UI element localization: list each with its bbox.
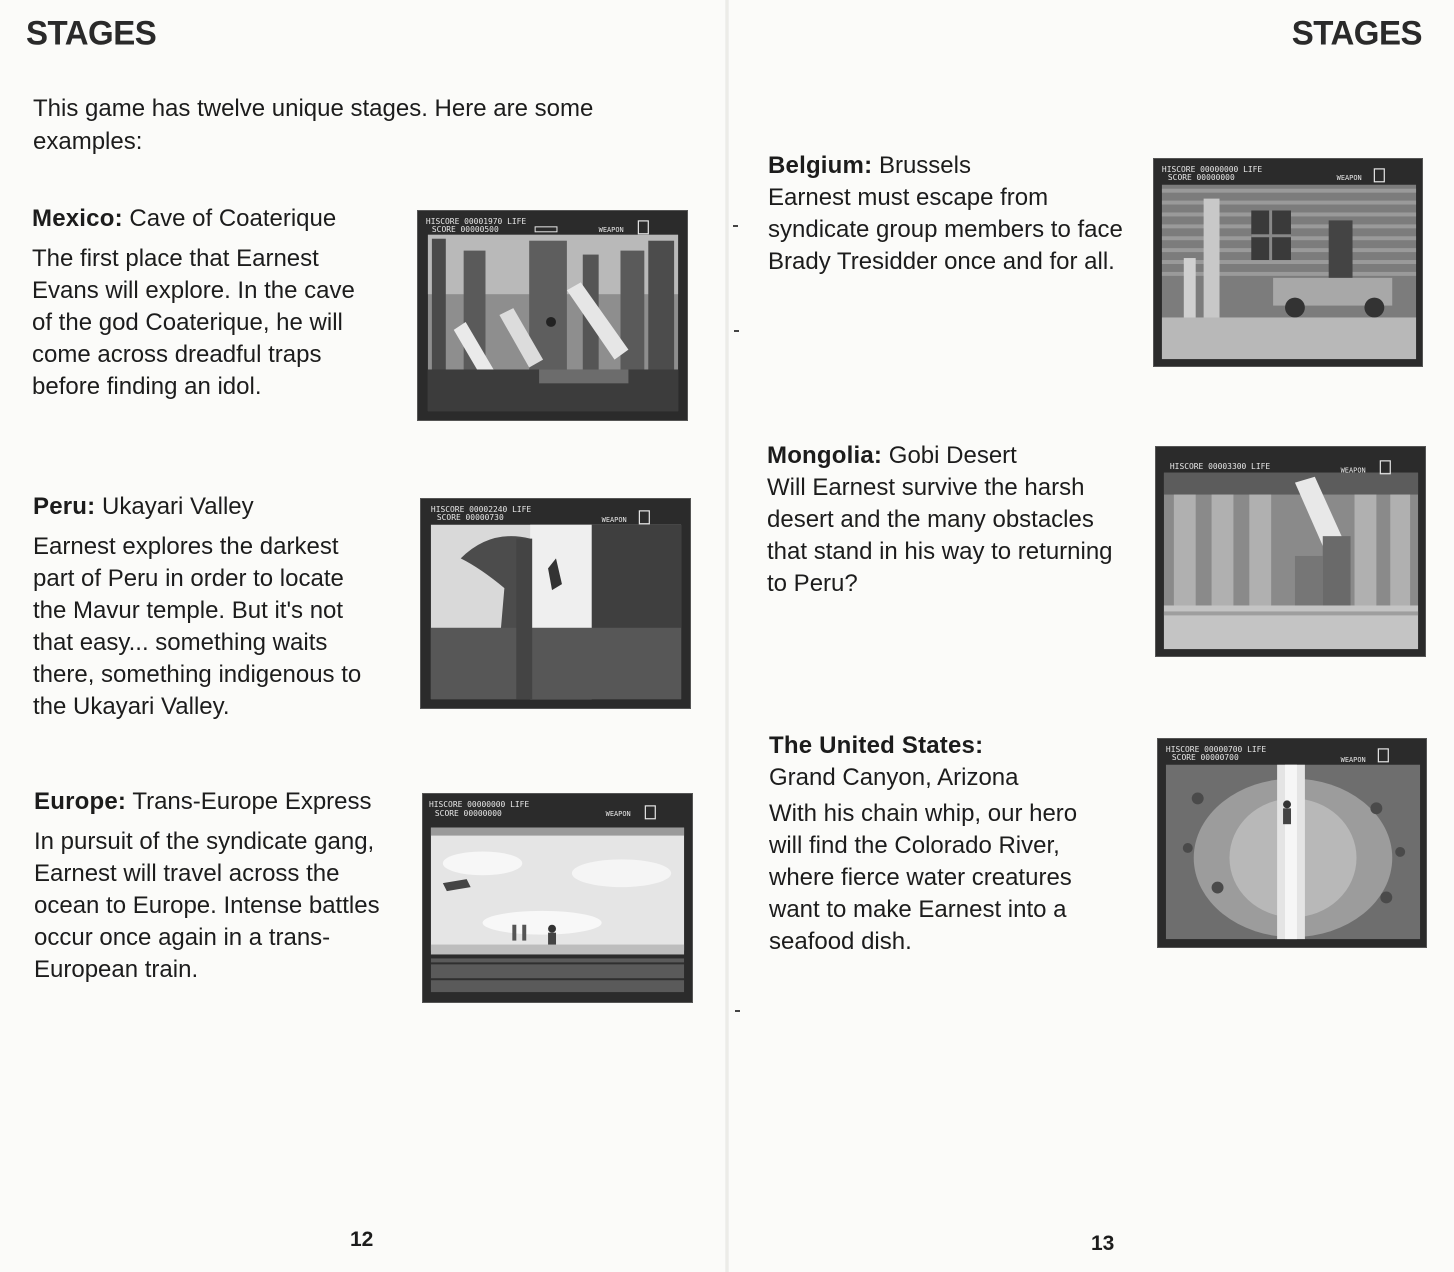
stage-title (767, 440, 1137, 472)
stage-location: Brussels (872, 152, 971, 179)
stage-description: Earnest must escape from syndicate group members to face Brady Tresidder once and for all. (768, 184, 1123, 275)
stage-place: Europe: (34, 788, 127, 815)
hud-hiscore: HISCORE 00003300 LIFE (1169, 461, 1271, 471)
page-heading: STAGES (26, 13, 157, 52)
stage-place: Belgium: (768, 152, 873, 179)
stage-description: The first place that Earnest Evans will explore. In the cave of the god Coaterique, he will come across dreadful traps before finding an idol. (32, 245, 355, 400)
stage-description: Earnest explores the darkest part of Peru in order to locate the Mavur temple. But it's not that easy... something waits there, something indigenous to the Ukayari Valley. (33, 533, 362, 720)
hud-weapon: WEAPON (598, 225, 624, 234)
stage-belgium (768, 150, 1138, 278)
stage-place: Mongolia: (767, 442, 883, 469)
stage-mongolia (767, 440, 1137, 600)
stage-location: Trans-Europe Express (126, 788, 372, 815)
hud-hiscore: HISCORE 00000000 LIFE (1161, 164, 1263, 174)
hud-hiscore: HISCORE 00001970 LIFE (425, 216, 527, 226)
hud-weapon: WEAPON (1340, 466, 1366, 475)
hud-weapon: WEAPON (1340, 755, 1366, 764)
hud-weapon: WEAPON (601, 515, 627, 524)
stage-united-states (769, 730, 1139, 958)
stage-title (768, 150, 1138, 182)
stage-place: The United States: (769, 732, 984, 759)
stage-title (769, 730, 1139, 762)
stage-screenshot-belgium (1153, 158, 1423, 367)
hud-hiscore: HISCORE 00000000 LIFE (428, 799, 530, 809)
stage-place: Mexico: (32, 205, 123, 232)
right-page (727, 0, 1454, 1272)
stage-description: In pursuit of the syndicate gang, Earnest will travel across the ocean to Europe. Intense battles occur once again in a trans-European train. (34, 828, 380, 983)
stage-title (33, 491, 413, 523)
hud-hiscore: HISCORE 00000700 LIFE (1165, 744, 1267, 754)
hud-score: SCORE 00000000 (1167, 172, 1235, 182)
stage-mexico (32, 203, 402, 403)
hud-score: SCORE 00000500 (431, 224, 499, 234)
print-speck (735, 1010, 740, 1012)
stage-title (32, 203, 402, 235)
hud-hiscore: HISCORE 00002240 LIFE (430, 504, 532, 514)
hud-score: SCORE 00000700 (1171, 752, 1239, 762)
hud-weapon: WEAPON (605, 809, 631, 818)
stage-screenshot-mexico (417, 210, 688, 421)
page-heading: STAGES (1291, 13, 1422, 52)
stage-description: Will Earnest survive the harsh desert and the many obstacles that stand in his way to returning to Peru? (767, 474, 1113, 597)
stage-europe (34, 786, 414, 986)
hud-score: SCORE 00000000 (434, 808, 502, 818)
stage-peru (33, 491, 413, 723)
stage-screenshot-mongolia (1155, 446, 1426, 657)
stage-location: Cave of Coaterique (122, 205, 337, 232)
stage-screenshot-europe (422, 793, 693, 1003)
hud-score: SCORE 00000730 (436, 512, 504, 522)
hud-weapon: WEAPON (1336, 173, 1362, 182)
stage-location: Ukayari Valley (95, 493, 254, 520)
stage-location: Gobi Desert (882, 442, 1017, 469)
stage-description: With his chain whip, our hero will find the Colorado River, where fierce water creatures want to make Earnest into a seafood dish. (769, 800, 1078, 955)
print-speck (733, 225, 738, 227)
stage-screenshot-peru (420, 498, 691, 709)
intro-paragraph: This game has twelve unique stages. Here are some examples: (33, 95, 594, 155)
stage-title (34, 786, 414, 818)
print-speck (734, 330, 739, 332)
page-number: 13 (1091, 1232, 1115, 1255)
page-number: 12 (350, 1228, 374, 1251)
stage-location: Grand Canyon, Arizona (769, 764, 1019, 791)
stage-screenshot-united-states (1157, 738, 1427, 948)
stage-place: Peru: (33, 493, 96, 520)
